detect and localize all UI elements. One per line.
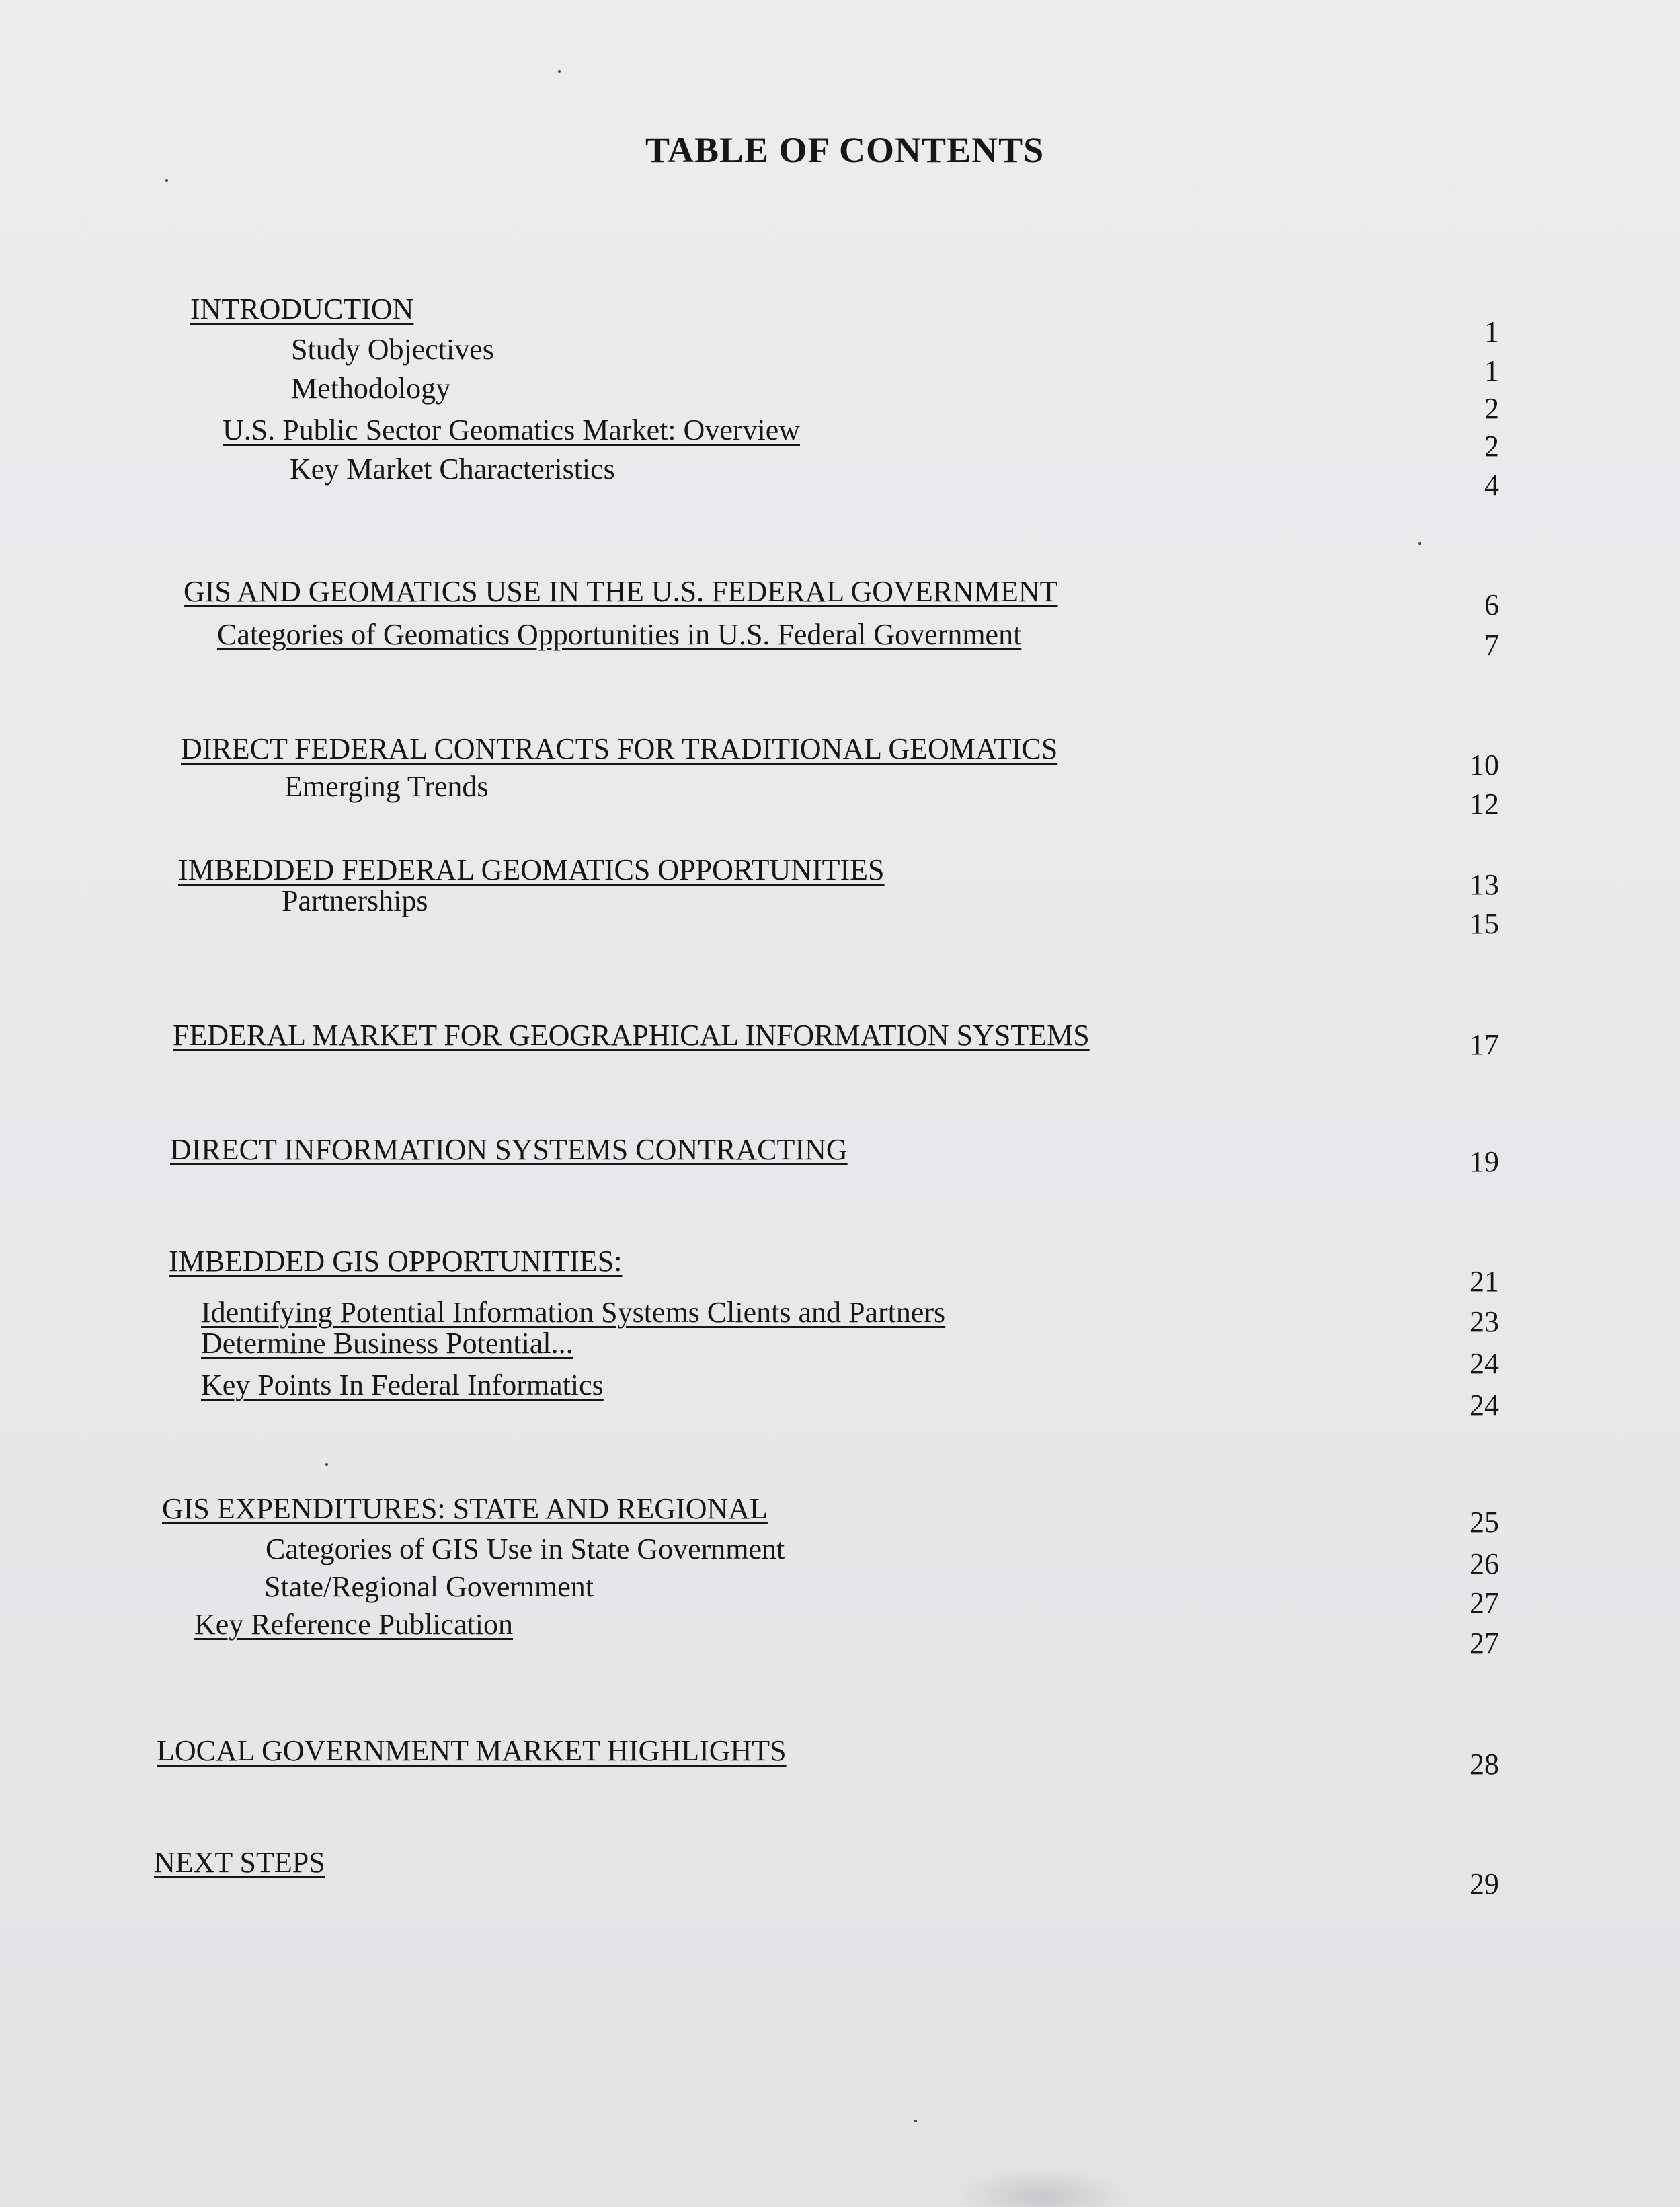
toc-entry-page-number: 7 bbox=[1484, 629, 1499, 662]
toc-entry-title: Categories of GIS Use in State Government bbox=[266, 1533, 785, 1565]
toc-entry-title: DIRECT INFORMATION SYSTEMS CONTRACTING bbox=[170, 1133, 848, 1166]
toc-entry-page-number: 24 bbox=[1470, 1347, 1499, 1380]
toc-entry-page-number: 1 bbox=[1484, 354, 1499, 387]
toc-entry-page-number: 4 bbox=[1484, 469, 1499, 502]
speck bbox=[165, 179, 168, 182]
toc-entry-page-number: 6 bbox=[1484, 588, 1499, 621]
toc-entry-title: Partnerships bbox=[282, 884, 428, 917]
toc-entry-title: GIS EXPENDITURES: STATE AND REGIONAL bbox=[162, 1492, 768, 1525]
toc-entry-page-number: 19 bbox=[1470, 1145, 1499, 1178]
page-title: TABLE OF CONTENTS bbox=[645, 130, 1045, 170]
toc-entry-page-number: 27 bbox=[1470, 1586, 1499, 1619]
toc-entry-page-number: 26 bbox=[1470, 1547, 1499, 1580]
toc-entry-page-number: 12 bbox=[1470, 787, 1499, 820]
toc-entry-title: Key Market Characteristics bbox=[290, 453, 615, 486]
speck bbox=[914, 2120, 917, 2122]
toc-entry-title: IMBEDDED FEDERAL GEOMATICS OPPORTUNITIES bbox=[178, 853, 885, 886]
toc-entry-title: NEXT STEPS bbox=[154, 1846, 325, 1879]
toc-entry-page-number: 24 bbox=[1470, 1389, 1499, 1422]
speck bbox=[1418, 542, 1421, 545]
toc-entry-title: INTRODUCTION bbox=[190, 293, 414, 325]
bleed-through-text bbox=[161, 175, 1439, 212]
toc-entry-title: FEDERAL MARKET FOR GEOGRAPHICAL INFORMATION SYSTEMS bbox=[173, 1019, 1090, 1052]
toc-entry-title: Study Objectives bbox=[291, 333, 494, 366]
speck bbox=[558, 70, 561, 73]
toc-entry-page-number: 25 bbox=[1470, 1506, 1499, 1539]
speck bbox=[325, 1463, 328, 1466]
toc-entry-page-number: 15 bbox=[1470, 907, 1499, 940]
toc-entry-title: Key Reference Publication bbox=[194, 1608, 514, 1641]
toc-entry-page-number: 17 bbox=[1470, 1028, 1499, 1061]
toc-entry-title: IMBEDDED GIS OPPORTUNITIES: bbox=[169, 1245, 623, 1278]
toc-entry-page-number: 2 bbox=[1484, 392, 1499, 425]
toc-entry-page-number: 27 bbox=[1470, 1627, 1499, 1660]
toc-entry-title: U.S. Public Sector Geomatics Market: Overview bbox=[223, 414, 801, 447]
toc-entry-page-number: 2 bbox=[1484, 430, 1499, 463]
toc-entry-page-number: 23 bbox=[1470, 1305, 1499, 1338]
toc-entry-page-number: 28 bbox=[1470, 1748, 1499, 1781]
toc-entry-title: Categories of Geomatics Opportunities in U.S. Federal Government bbox=[217, 618, 1022, 651]
toc-entry-title: Key Points In Federal Informatics bbox=[201, 1368, 604, 1401]
toc-entry-title: Emerging Trends bbox=[284, 770, 489, 803]
toc-entry-title: Identifying Potential Information Systems Clients and Partners bbox=[201, 1296, 946, 1329]
toc-entry-page-number: 10 bbox=[1470, 748, 1499, 781]
toc-entry-page-number: 29 bbox=[1470, 1867, 1499, 1900]
toc-entry-title: GIS AND GEOMATICS USE IN THE U.S. FEDERAL GOVERNMENT bbox=[184, 575, 1058, 608]
scan-shadow bbox=[955, 2167, 1129, 2207]
toc-entry-page-number: 21 bbox=[1470, 1265, 1499, 1298]
toc-entry-title: Determine Business Potential... bbox=[201, 1327, 573, 1360]
toc-entry-title: LOCAL GOVERNMENT MARKET HIGHLIGHTS bbox=[157, 1734, 787, 1767]
toc-entry-title: State/Regional Government bbox=[264, 1570, 594, 1603]
toc-entry-title: Methodology bbox=[291, 372, 451, 405]
toc-entry-page-number: 1 bbox=[1484, 315, 1499, 348]
toc-entry-title: DIRECT FEDERAL CONTRACTS FOR TRADITIONAL GEOMATICS bbox=[181, 732, 1058, 765]
toc-entry-page-number: 13 bbox=[1470, 868, 1499, 901]
